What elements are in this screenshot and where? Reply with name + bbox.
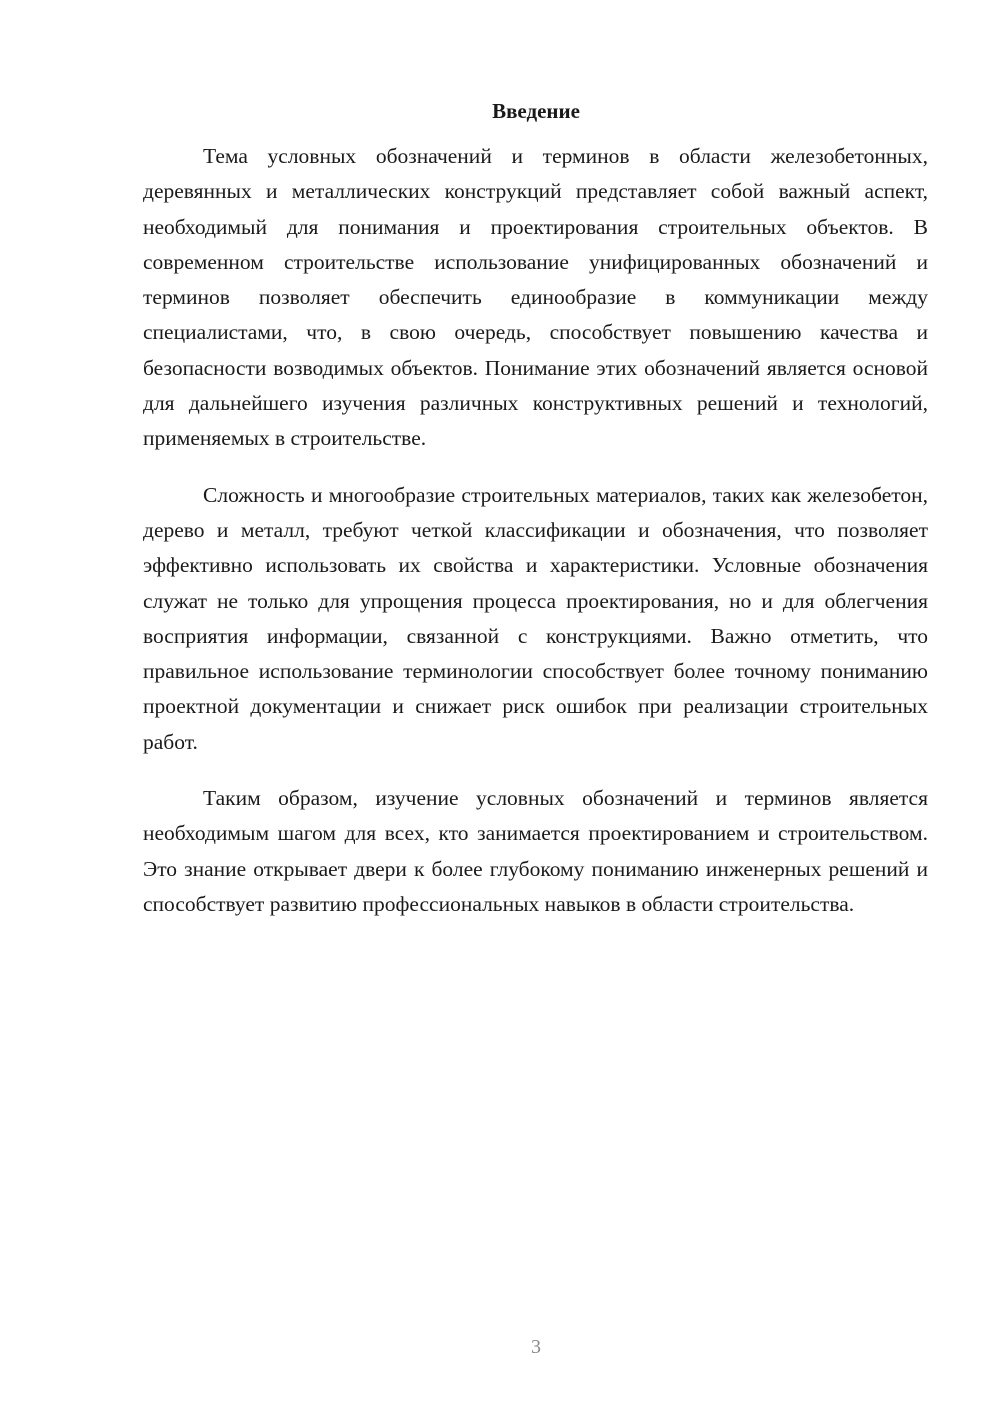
page-title: Введение — [492, 99, 580, 123]
paragraph-1: Тема условных обозначений и терминов в области железобетонных, деревянных и металлических конструкций представляет собой важный аспект, необходимый для понимания и проектирования строительных объектов. В современном строительстве использование унифицированных обозначений и терминов позволяет обеспечить единообразие в коммуникации между специалистами, что, в свою очередь, способствует повышению качества и безопасности возводимых объектов. Понимание этих обозначений является основой для дальнейшего изучения различных конструктивных решений и технологий, применяемых в строительстве. — [143, 144, 928, 451]
paragraph-3: Таким образом, изучение условных обозначений и терминов является необходимым шагом для всех, кто занимается проектированием и строительством. Это знание открывает двери к более глубокому пониманию инженерных решений и способствует развитию профессиональных навыков в области строительства. — [143, 786, 928, 916]
body-text — [143, 139, 928, 943]
paragraph-2: Сложность и многообразие строительных материалов, таких как железобетон, дерево и металл, требуют четкой классификации и обозначения, что позволяет эффективно использовать их свойства и характеристики. Условные обозначения служат не только для упрощения процесса проектирования, но и для облегчения восприятия информации, связанной с конструкциями. Важно отметить, что правильное использование терминологии способствует более точному пониманию проектной документации и снижает риск ошибок при реализации строительных работ. — [143, 482, 928, 754]
page-number: 3 — [531, 1336, 541, 1358]
